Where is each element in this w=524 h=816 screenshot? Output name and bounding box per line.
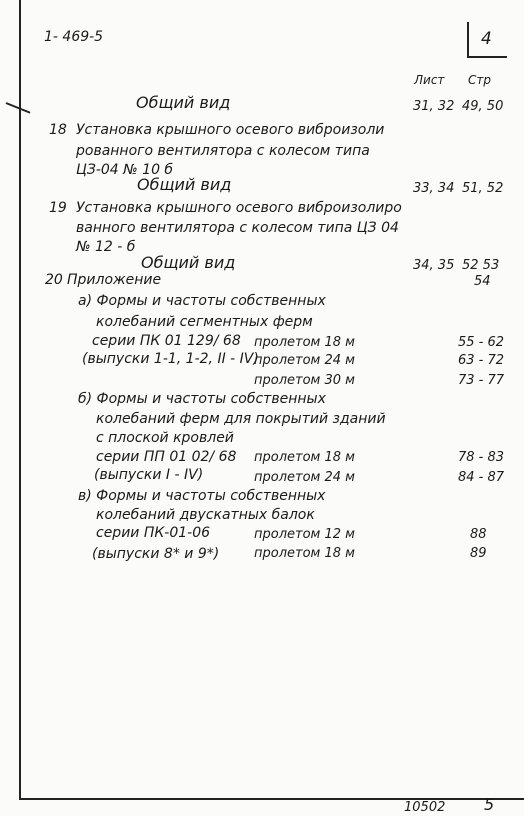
sheet-number: 4 (481, 29, 492, 49)
item-number: 18 (49, 122, 67, 138)
page-range: 84 - 87 (458, 470, 505, 485)
item-line: ЦЗ-04 № 10 б (76, 162, 174, 178)
page-range: 88 (470, 527, 487, 542)
item-line: ванного вентилятора с колесом типа ЦЗ 04 (76, 220, 399, 236)
span-label: пролетом 18 м (254, 335, 355, 350)
span-label: пролетом 12 м (254, 527, 355, 542)
item-line: Установка крышного осевого виброизолиро (76, 200, 402, 216)
span-label: пролетом 18 м (254, 546, 355, 561)
appendix-line: колебаний двускатных балок (96, 507, 315, 523)
page-ref: 49, 50 (462, 99, 504, 114)
item-line: Установка крышного осевого виброизоли (76, 122, 385, 138)
section-title: Общий вид (141, 253, 236, 272)
appendix-line: б) Формы и частоты собственных (78, 391, 326, 407)
page-range: 63 - 72 (458, 353, 505, 368)
appendix-line: в) Формы и частоты собственных (78, 488, 326, 504)
section-title: Общий вид (136, 93, 231, 112)
series-code: серии ПП 01 02/ 68 (96, 449, 237, 465)
appendix-line: колебаний ферм для покрытий зданий (96, 411, 386, 427)
series-issues: (выпуски I - IV) (94, 467, 204, 483)
sheet-number-box (467, 22, 507, 58)
appendix-line: с плоской кровлей (96, 430, 234, 446)
sheet-ref: 34, 35 (413, 258, 455, 273)
appendix-line: колебаний сегментных ферм (96, 314, 313, 330)
frame-bottom-border (19, 798, 524, 800)
series-code: серии ПК 01 129/ 68 (92, 333, 241, 349)
column-header-page: Стр (468, 73, 491, 87)
sheet-ref: 33, 34 (413, 181, 455, 196)
footer-page-number: 5 (484, 795, 495, 814)
page-ref: 52 53 (462, 258, 500, 273)
span-label: пролетом 24 м (254, 470, 355, 485)
sheet-ref: 31, 32 (413, 99, 455, 114)
section-title: Общий вид (137, 175, 232, 194)
span-label: пролетом 18 м (254, 450, 355, 465)
span-label: пролетом 30 м (254, 373, 355, 388)
page-range: 89 (470, 546, 487, 561)
page-ref: 54 (474, 274, 491, 289)
page-range: 73 - 77 (458, 373, 505, 388)
series-issues: (выпуски 8* и 9*) (92, 546, 220, 562)
series-issues: (выпуски 1-1, 1-2, II - IV) (82, 351, 259, 367)
item-line: рованного вентилятора с колесом типа (76, 143, 370, 159)
item-number: 20 (45, 272, 63, 288)
page-range: 78 - 83 (458, 450, 505, 465)
item-number: 19 (49, 200, 67, 216)
doc-code: 1- 469-5 (44, 29, 104, 45)
page-range: 55 - 62 (458, 335, 505, 350)
appendix-line: а) Формы и частоты собственных (78, 293, 326, 309)
page-ref: 51, 52 (462, 181, 504, 196)
column-header-sheet: Лист (414, 73, 445, 87)
series-code: серии ПК-01-06 (96, 525, 211, 541)
item-line: Приложение (67, 272, 162, 288)
frame-left-border (19, 0, 21, 800)
span-label: пролетом 24 м (254, 353, 355, 368)
footer-code: 10502 (404, 800, 446, 815)
item-line: № 12 - б (76, 239, 136, 255)
